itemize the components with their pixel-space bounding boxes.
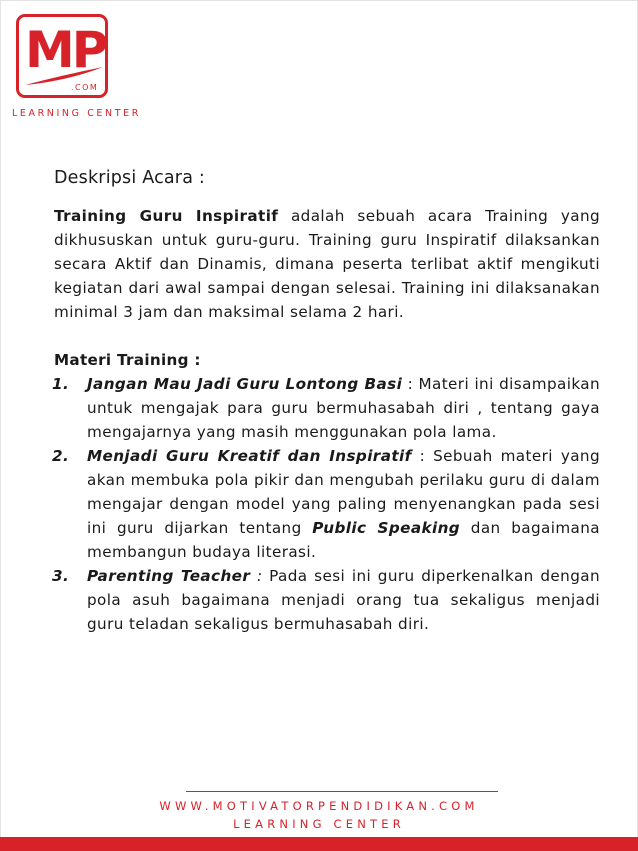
logo-mark: MP [25,21,106,79]
item-title: Parenting Teacher [87,567,251,585]
event-description [54,166,600,636]
item-number: 2. [52,447,70,465]
intro-text: adalah sebuah acara Training yang dikhususkan untuk guru-guru. Training guru Inspiratif dilaksankan secara Aktif dan Dinamis, dimana peserta terlibat aktif mengikuti kegiatan dari awal sampai dengan selesai. Training ini dilaksanakan minimal 3 jam dan maksimal selama 2 hari. [54,207,601,321]
item-text: Sebuah materi yang akan membuka pola pikir dan mengubah perilaku guru di dalam mengajar dengan model yang paling menyenangkan pada sesi ini guru dijarkan tentang [87,447,600,537]
item-text-after: dan bagaimana membangun budaya literasi. [87,519,600,561]
list-item [54,372,600,444]
logo-box [16,14,108,98]
list-item [54,564,600,636]
item-text: Materi ini disampaikan untuk mengajak para guru bermuhasabah diri , tentang gaya mengajarnya yang masih menggunakan pola lama. [87,375,600,441]
footer-divider [186,791,498,792]
logo-subtitle: LEARNING CENTER [12,108,141,119]
item-emphasis: Public Speaking [312,519,461,537]
materi-list [54,372,600,636]
item-title: Menjadi Guru Kreatif dan Inspiratif [87,447,412,465]
mp-logo [12,14,141,124]
bottom-bar [0,837,638,851]
footer-url: WWW.MOTIVATORPENDIDIKAN.COM [159,799,479,813]
item-separator: : [411,447,434,465]
intro-paragraph [54,204,600,324]
footer-label: LEARNING CENTER [233,817,405,831]
spacer [54,324,600,348]
item-number: 1. [52,375,70,393]
logo-com: .COM [71,83,99,92]
item-separator: : [402,375,419,393]
intro-lead: Training Guru Inspiratif [54,207,279,225]
page-title: Deskripsi Acara : [54,168,205,188]
item-text: Pada sesi ini guru diperkenalkan dengan pola asuh bagaimana menjadi orang tua sekaligus menjadi guru teladan sekaligus bermuhasabah diri. [87,567,600,633]
item-title: Jangan Mau Jadi Guru Lontong Basi [87,375,403,393]
item-number: 3. [52,567,70,585]
list-item [54,444,600,564]
item-separator: : [250,567,270,585]
materi-title: Materi Training : [54,351,201,369]
